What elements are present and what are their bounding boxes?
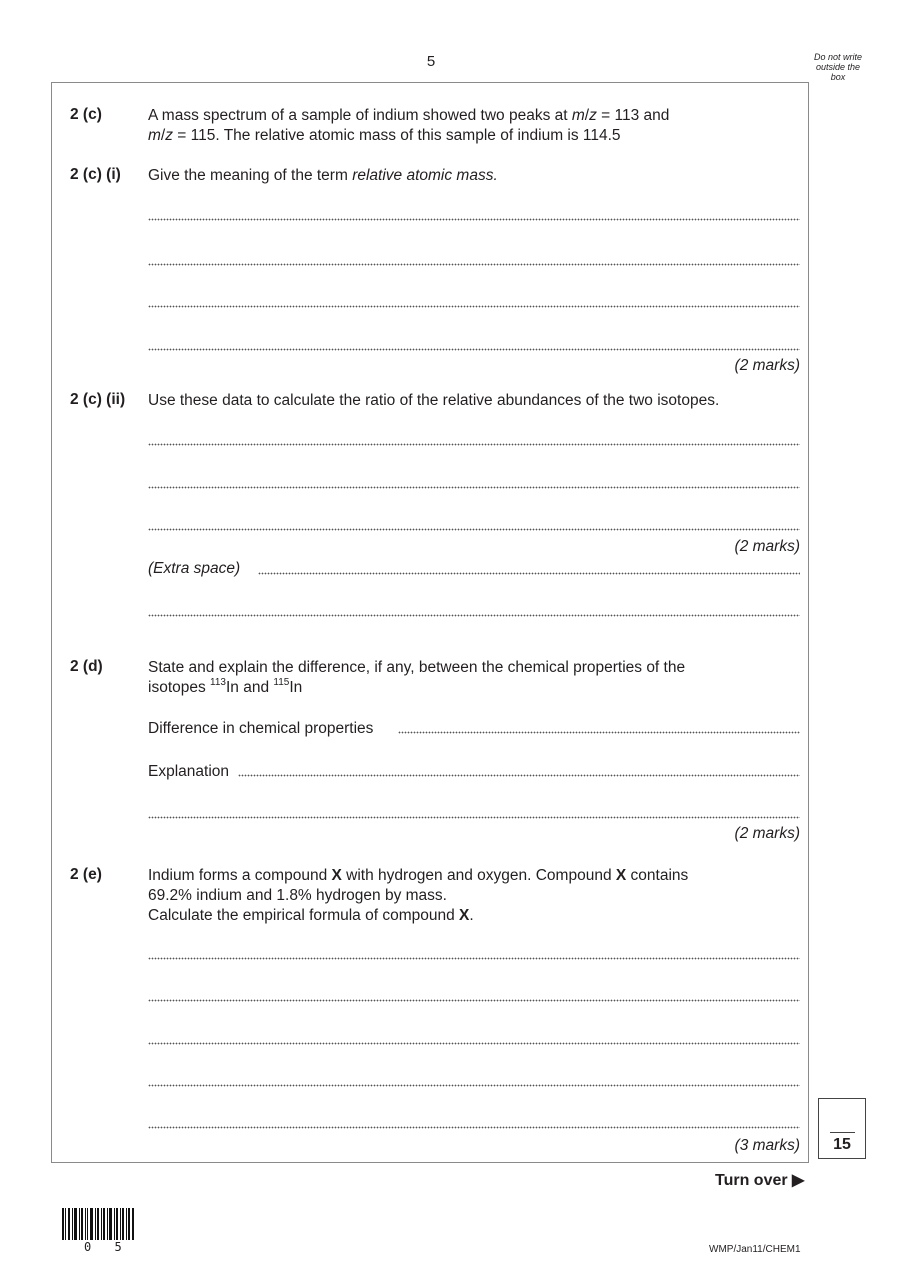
marks-2e: (3 marks) [734,1137,800,1154]
answer-line[interactable] [148,346,800,352]
question-2e-line-2: 69.2% indium and 1.8% hydrogen by mass. [148,887,447,904]
answer-line[interactable] [148,1040,800,1046]
question-2e-line-3: Calculate the empirical formula of compound X. [148,907,474,924]
answer-line[interactable] [148,955,800,961]
turn-over-label: Turn over ▶ [715,1172,805,1189]
margin-note: Do not write outside the box [813,52,863,82]
question-2c-line-2: m/z = 115. The relative atomic mass of this sample of indium is 114.5 [148,127,621,144]
barcode-number: 0 5 [84,1240,130,1254]
explanation-label: Explanation [148,763,230,780]
answer-line[interactable] [148,441,800,447]
question-label-2ci: 2 (c) (i) [70,166,121,183]
footer-code: WMP/Jan11/CHEM1 [709,1244,801,1255]
answer-line[interactable] [148,1124,800,1130]
question-2d-line-1: State and explain the difference, if any, between the chemical properties of the [148,659,686,676]
marks-2ci: (2 marks) [734,357,800,374]
marks-2d: (2 marks) [734,825,800,842]
question-2c-line-1: A mass spectrum of a sample of indium showed two peaks at m/z = 113 and [148,107,670,124]
question-2e-line-1: Indium forms a compound X with hydrogen and oxygen. Compound X contains [148,867,689,884]
answer-line[interactable] [148,261,800,267]
answer-line[interactable] [148,484,800,490]
answer-line[interactable] [258,570,800,576]
answer-line[interactable] [148,303,800,309]
page-number: 5 [426,53,436,70]
answer-line[interactable] [148,1082,800,1088]
barcode-image [62,1208,134,1240]
answer-line[interactable] [148,997,800,1003]
answer-line[interactable] [148,814,800,820]
answer-line[interactable] [148,612,800,618]
question-label-2cii: 2 (c) (ii) [70,391,126,408]
answer-line[interactable] [148,526,800,532]
question-label-2d: 2 (d) [70,658,103,675]
score-line [830,1132,855,1133]
answer-line[interactable] [398,729,800,735]
question-label-2e: 2 (e) [70,866,102,883]
score-value: 15 [833,1136,851,1153]
answer-line[interactable] [238,772,800,778]
score-box [818,1098,866,1159]
question-label-2c: 2 (c) [70,106,102,123]
answer-line[interactable] [148,216,800,222]
extra-space-label: (Extra space) [148,560,241,577]
question-2d-line-2: isotopes $^{113}$In and $^{115}$In [148,676,303,696]
difference-label: Difference in chemical properties [148,720,374,737]
question-2ci-text: Give the meaning of the term relative atomic mass. [148,167,498,184]
marks-2cii: (2 marks) [734,538,800,555]
question-2cii-text: Use these data to calculate the ratio of the relative abundances of the two isotopes. [148,392,720,409]
